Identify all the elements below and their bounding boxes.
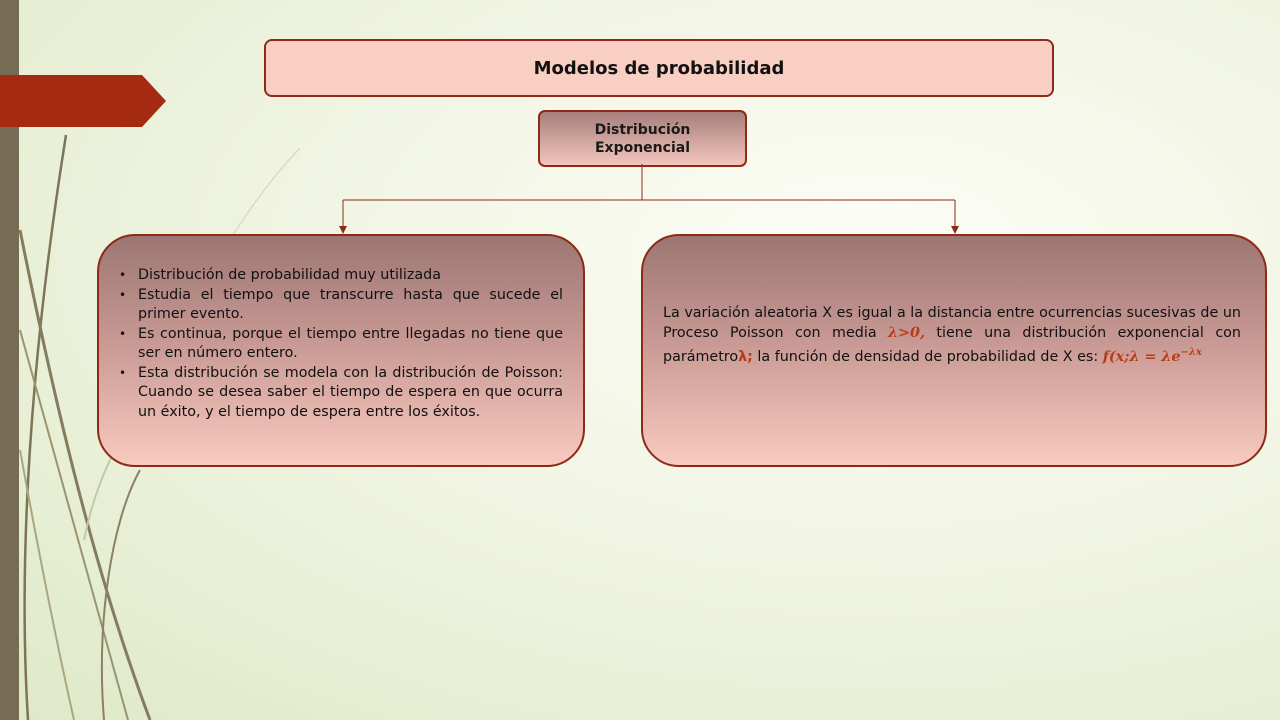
definition-part2: tiene una distribución exponencial con parámetro <box>663 325 1241 365</box>
definition-card <box>641 234 1267 467</box>
characteristics-card <box>97 234 585 467</box>
decorative-curve <box>20 450 74 720</box>
subtitle-line1: Distribución <box>594 121 691 138</box>
subtitle-line2: Exponencial <box>594 139 690 156</box>
list-item: • Esta distribución se modela con la distribución de Poisson: Cuando se desea saber el tiempo de espera en que ocurra un éxito, y el tiempo de espera entre los éxitos. <box>119 364 563 423</box>
formula-exponent: −𝝀𝒙 <box>1180 347 1202 358</box>
page-title: Modelos de probabilidad <box>533 57 785 79</box>
list-item: • Estudia el tiempo que transcurre hasta que sucede el primer evento. <box>119 286 563 325</box>
definition-part1: La variación aleatoria X es igual a la distancia entre ocurrencias sucesivas de un Proceso Poisson con media <box>663 305 1241 341</box>
formula-base: 𝒇(𝒙;𝝀 = 𝝀𝒆 <box>1102 348 1181 365</box>
red-arrow-tab <box>0 75 166 127</box>
density-formula <box>1103 349 1202 365</box>
subtitle-box <box>538 110 747 167</box>
mean-parameter: λ>0, <box>888 325 925 341</box>
list-item: • Es continua, porque el tiempo entre llegadas no tiene que ser en número entero. <box>119 325 563 364</box>
characteristics-list <box>119 266 563 422</box>
list-item: • Distribución de probabilidad muy utilizada <box>119 266 563 286</box>
lambda-parameter: λ; <box>738 348 753 365</box>
definition-text <box>663 303 1241 367</box>
title-box <box>264 39 1054 97</box>
definition-part3: la función de densidad de probabilidad de X es: <box>752 348 1103 365</box>
decorative-curve <box>25 135 66 720</box>
